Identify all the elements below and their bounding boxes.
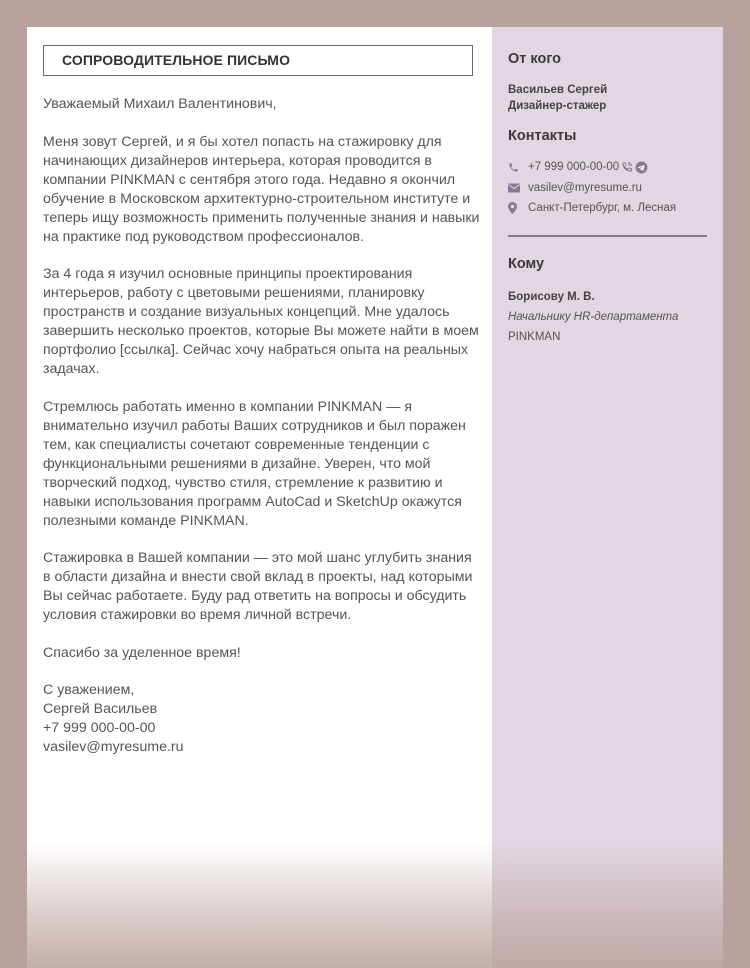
- to-company: PINKMAN: [508, 331, 561, 343]
- to-heading: Кому: [508, 256, 545, 272]
- closing-phone: +7 999 000-00-00: [43, 720, 156, 736]
- contact-phone[interactable]: +7 999 000-00-00: [528, 161, 620, 174]
- closing-name: Сергей Васильев: [43, 701, 158, 717]
- from-heading: От кого: [508, 51, 562, 67]
- contact-phone-row: [508, 157, 713, 178]
- sidebar-divider: [508, 235, 707, 237]
- closing-email: vasilev@myresume.ru: [43, 739, 184, 755]
- from-name: Васильев Сергей: [508, 84, 608, 96]
- letter-paragraph: Стремлюсь работать именно в компании PINKMAN — я внимательно изучил работы Ваших сотрудников и был поражен тем, как специалисты сочетают современные тенденции с функциональными решениями в дизайне. Уверен, что мой творческий подход, чувство стиля, стремление к развитию и навыки использования программ AutoCad и SketchUp окажутся полезными команде PINKMAN.: [43, 398, 466, 529]
- from-block: [508, 82, 607, 114]
- to-block: [508, 287, 678, 347]
- letter-greeting: Уважаемый Михаил Валентинович,: [43, 96, 277, 112]
- letter-paragraph: За 4 года я изучил основные принципы проектирования интерьеров, работу с цветовыми решениями, планировку пространств и создание визуальных концепций. Мне удалось завершить несколько проектов, которые Вы можете найти в моем портфолио [ссылка]. Сейчас хочу набраться опыта на реальных задачах.: [43, 266, 479, 377]
- letter-paragraph: Меня зовут Сергей, и я бы хотел попасть на стажировку для начинающих дизайнеров интерьера, которая проводится в компании PINKMAN с сентября этого года. Недавно я окончил обучение в Московском архитектурно-строительном институте и теперь ищу возможность применить полученные знания и навыки на практике под руководством профессионалов.: [43, 133, 480, 245]
- viber-icon: [621, 161, 633, 173]
- contact-email-row: [508, 178, 713, 199]
- envelope-icon: [508, 181, 528, 195]
- contact-address: Санкт-Петербург, м. Лесная: [528, 202, 677, 215]
- contacts-list: [508, 157, 713, 219]
- letter-closing: [43, 681, 483, 757]
- letter-thanks: Спасибо за уделенное время!: [43, 644, 241, 661]
- contact-email[interactable]: vasilev@myresume.ru: [528, 181, 642, 194]
- letter-sidebar: [492, 27, 723, 968]
- closing-regards: С уважением,: [43, 682, 135, 698]
- contact-address-row: [508, 198, 713, 219]
- contacts-heading: Контакты: [508, 128, 577, 144]
- letter-main-column: [27, 27, 492, 968]
- letter-title: СОПРОВОДИТЕЛЬНОЕ ПИСЬМО: [43, 45, 473, 76]
- cover-letter-page: [27, 27, 723, 968]
- location-pin-icon: [508, 201, 528, 215]
- letter-paragraph: Стажировка в Вашей компании — это мой шанс углубить знания в области дизайна и внести свой вклад в проекты, над которыми Вы сейчас работаете. Буду рад ответить на вопросы и обсудить условия стажировки во время личной встречи.: [43, 550, 473, 623]
- to-position: Начальнику HR-департамента: [508, 311, 679, 323]
- letter-body: [43, 95, 483, 757]
- to-name: Борисову М. В.: [508, 291, 595, 303]
- phone-icon: [508, 160, 528, 174]
- telegram-icon: [635, 161, 648, 174]
- from-role: Дизайнер-стажер: [508, 100, 607, 112]
